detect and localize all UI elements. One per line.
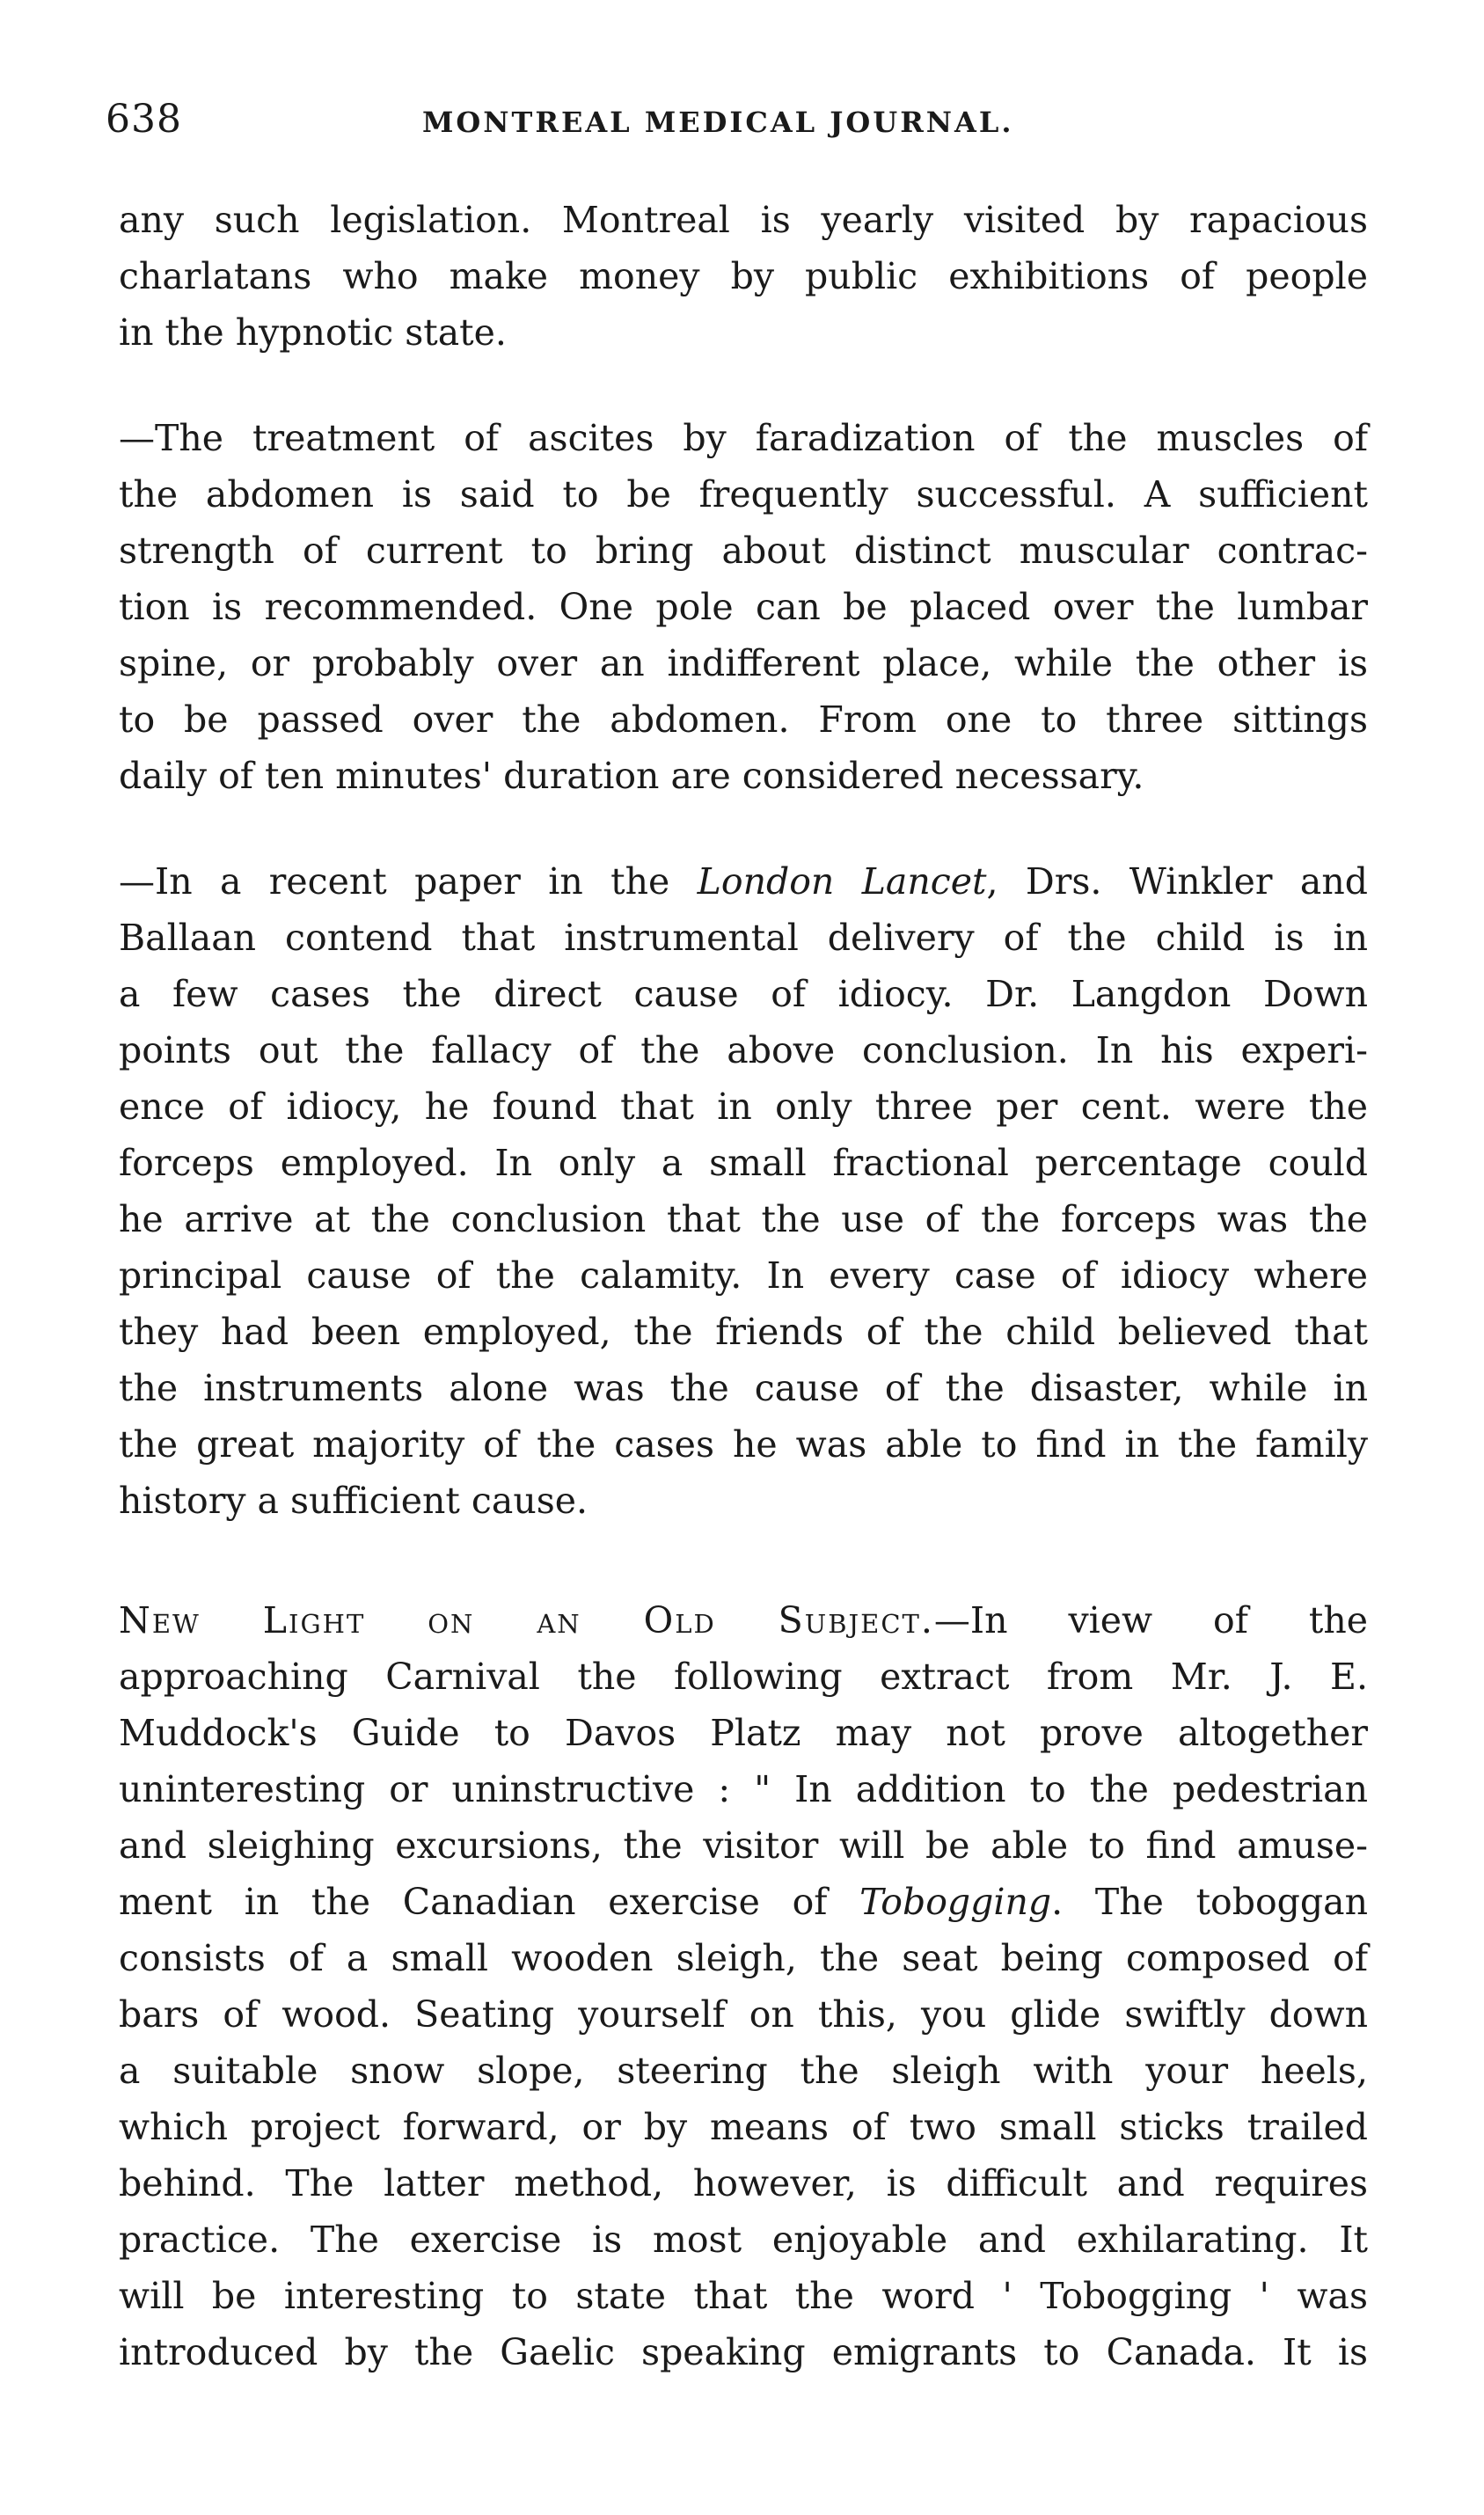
text-line: he arrive at the conclusion that the use of the forceps was the: [119, 1198, 1368, 1240]
text-line: ence of idiocy, he found that in only three per cent. were the: [119, 1086, 1368, 1128]
text-line: bars of wood. Seating yourself on this, you glide swiftly down: [119, 1993, 1368, 2036]
body-text: [119, 192, 1368, 2380]
italic-title: Tobogging: [859, 1881, 1052, 1923]
text-line: Muddock's Guide to Davos Platz may not prove altogether: [119, 1712, 1368, 1754]
text-line: uninteresting or uninstructive : " In addition to the pedestrian: [119, 1768, 1368, 1810]
text-line: behind. The latter method, however, is difficult and requires: [119, 2162, 1368, 2204]
text-line: any such legislation. Montreal is yearly visited by rapacious: [119, 199, 1368, 241]
text-line: principal cause of the calamity. In every case of idiocy where: [119, 1254, 1368, 1297]
text-line: in the hypnotic state.: [119, 311, 507, 354]
text-line: history a sufficient cause.: [119, 1480, 588, 1522]
italic-title: London Lancet: [697, 860, 987, 903]
text-line: —In a recent paper in the London Lancet, Drs. Winkler and: [119, 860, 1368, 903]
text-line: strength of current to bring about distinct muscular contrac-: [119, 530, 1368, 572]
page-number: 638: [106, 97, 182, 142]
running-head: MONTREAL MEDICAL JOURNAL.: [422, 106, 1014, 139]
paragraph-tobogging: [119, 1592, 1368, 2380]
text-line: forceps employed. In only a small fractional percentage could: [119, 1142, 1368, 1184]
paragraph-idiocy: [119, 853, 1368, 1529]
paragraph-ascites: [119, 410, 1368, 804]
page-header: [106, 97, 1372, 158]
paragraph-gap: [119, 1529, 1368, 1592]
text-line: tion is recommended. One pole can be placed over the lumbar: [119, 586, 1368, 628]
text-line: the great majority of the cases he was able to find in the family: [119, 1423, 1368, 1466]
text-line: the instruments alone was the cause of the disaster, while in: [119, 1367, 1368, 1409]
text-line: spine, or probably over an indifferent place, while the other is: [119, 642, 1368, 684]
text-line: the abdomen is said to be frequently successful. A sufficient: [119, 473, 1368, 515]
text-line: will be interesting to state that the word ' Tobogging ' was: [119, 2275, 1368, 2317]
text-line: they had been employed, the friends of the child believed that: [119, 1311, 1368, 1353]
section-heading: New Light on an Old Subject.: [119, 1599, 934, 1641]
text-line: New Light on an Old Subject.—In view of the: [119, 1599, 1368, 1641]
text-line: Ballaan contend that instrumental delivery of the child is in: [119, 917, 1368, 959]
text-line: and sleighing excursions, the visitor will be able to find amuse-: [119, 1824, 1368, 1867]
text-line: approaching Carnival the following extract from Mr. J. E.: [119, 1656, 1368, 1698]
text-line: which project forward, or by means of two small sticks trailed: [119, 2106, 1368, 2148]
text-line: to be passed over the abdomen. From one to three sittings: [119, 698, 1368, 741]
text-line: a suitable snow slope, steering the sleigh with your heels,: [119, 2050, 1368, 2092]
text-line: ment in the Canadian exercise of Tobogging. The toboggan: [119, 1881, 1369, 1923]
text-line: daily of ten minutes' duration are considered necessary.: [119, 755, 1144, 797]
text-line: introduced by the Gaelic speaking emigrants to Canada. It is: [119, 2331, 1368, 2373]
text-line: charlatans who make money by public exhibitions of people: [119, 255, 1368, 297]
text-line: —The treatment of ascites by faradization of the muscles of: [119, 417, 1368, 459]
text-line: consists of a small wooden sleigh, the seat being composed of: [119, 1937, 1368, 1979]
paragraph-legislation: [119, 192, 1368, 361]
paragraph-gap: [119, 804, 1368, 853]
text-line: a few cases the direct cause of idiocy. Dr. Langdon Down: [119, 973, 1368, 1015]
text-line: points out the fallacy of the above conclusion. In his experi-: [119, 1029, 1368, 1071]
text-line: practice. The exercise is most enjoyable and exhilarating. It: [119, 2219, 1368, 2261]
paragraph-gap: [119, 361, 1368, 410]
